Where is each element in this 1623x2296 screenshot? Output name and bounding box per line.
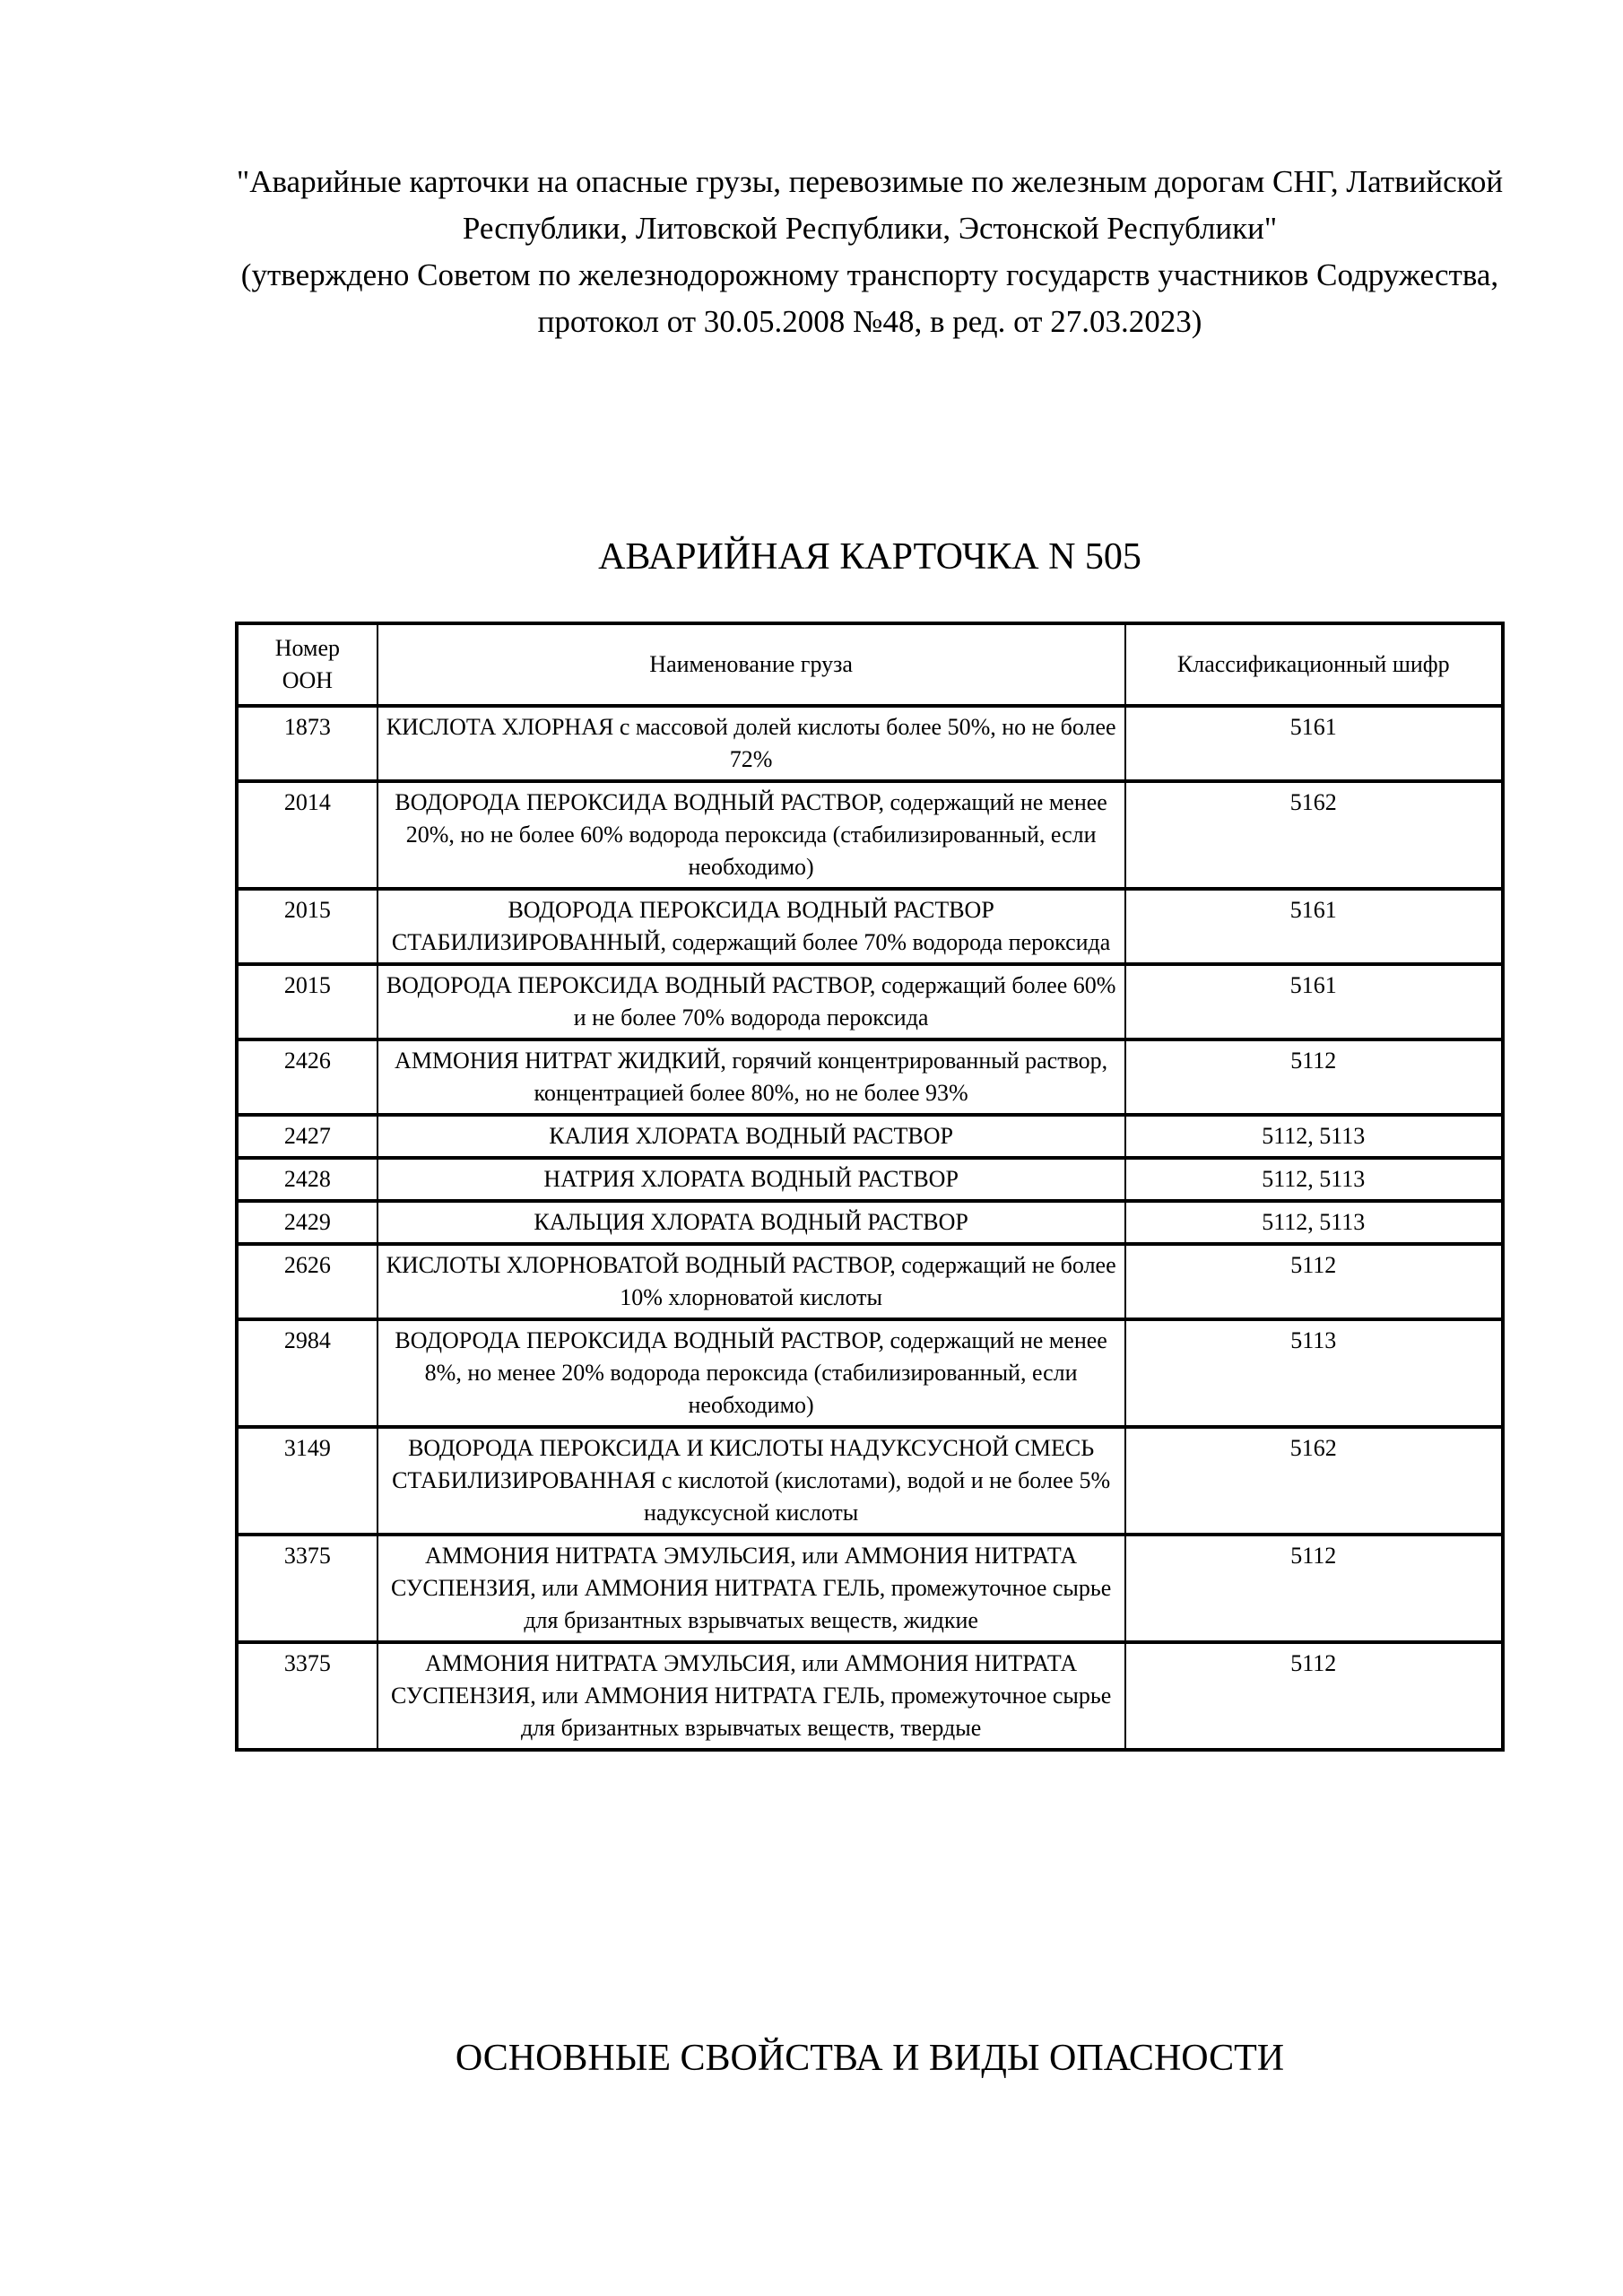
cargo-name-cell: АММОНИЯ НИТРАТА ЭМУЛЬСИЯ, или АММОНИЯ НИТРАТА СУСПЕНЗИЯ, или АММОНИЯ НИТРАТА ГЕЛЬ, промежуточное сырье для бризантных взрывчатых веществ, жидкие (378, 1535, 1125, 1642)
cargo-name-cell: ВОДОРОДА ПЕРОКСИДА ВОДНЫЙ РАСТВОР, содержащий не менее 8%, но менее 20% водорода пероксида (стабилизированный, если необходимо) (378, 1319, 1125, 1427)
table-row (237, 1244, 1503, 1319)
cargo-name-cell: КИСЛОТЫ ХЛОРНОВАТОЙ ВОДНЫЙ РАСТВОР, содержащий не более 10% хлорноватой кислоты (378, 1244, 1125, 1319)
table-row (237, 1201, 1503, 1244)
column-header-cargo-name: Наименование груза (378, 623, 1125, 706)
cargo-name-cell: ВОДОРОДА ПЕРОКСИДА И КИСЛОТЫ НАДУКСУСНОЙ СМЕСЬ СТАБИЛИЗИРОВАННАЯ с кислотой (кислотами), водой и не более 5% надуксусной кислоты (378, 1427, 1125, 1535)
table-row (237, 706, 1503, 781)
table-row (237, 1158, 1503, 1201)
un-number-cell: 2427 (237, 1115, 378, 1158)
class-code-cell: 5112 (1125, 1039, 1503, 1115)
un-number-cell: 2626 (237, 1244, 378, 1319)
un-number-cell: 2984 (237, 1319, 378, 1427)
cargo-name-cell: КИСЛОТА ХЛОРНАЯ с массовой долей кислоты более 50%, но не более 72% (378, 706, 1125, 781)
un-number-cell: 1873 (237, 706, 378, 781)
card-title: АВАРИЙНАЯ КАРТОЧКА N 505 (598, 536, 1141, 578)
class-code-cell: 5162 (1125, 1427, 1503, 1535)
document-title-quote: "Аварийные карточки на опасные грузы, перевозимые по железным дорогам СНГ, Латвийской Республики, Литовской Республики, Эстонской Республики" (236, 164, 1504, 246)
table-row (237, 964, 1503, 1039)
column-header-class-code: Классификационный шифр (1125, 623, 1503, 706)
class-code-cell: 5162 (1125, 781, 1503, 889)
table-row (237, 1535, 1503, 1642)
cargo-name-cell: ВОДОРОДА ПЕРОКСИДА ВОДНЫЙ РАСТВОР, содержащий более 60% и не более 70% водорода пероксида (378, 964, 1125, 1039)
table-row (237, 1115, 1503, 1158)
un-number-cell: 2015 (237, 889, 378, 964)
cargo-name-cell: АММОНИЯ НИТРАТ ЖИДКИЙ, горячий концентрированный раствор, концентрацией более 80%, но не более 93% (378, 1039, 1125, 1115)
table-row (237, 1039, 1503, 1115)
un-number-cell: 3375 (237, 1642, 378, 1750)
cargo-name-cell: НАТРИЯ ХЛОРАТА ВОДНЫЙ РАСТВОР (378, 1158, 1125, 1201)
cargo-name-cell: АММОНИЯ НИТРАТА ЭМУЛЬСИЯ, или АММОНИЯ НИТРАТА СУСПЕНЗИЯ, или АММОНИЯ НИТРАТА ГЕЛЬ, промежуточное сырье для бризантных взрывчатых веществ, твердые (378, 1642, 1125, 1750)
class-code-cell: 5112 (1125, 1244, 1503, 1319)
table-row (237, 889, 1503, 964)
un-number-cell: 2428 (237, 1158, 378, 1201)
class-code-cell: 5112 (1125, 1642, 1503, 1750)
table-row (237, 1642, 1503, 1750)
class-code-cell: 5161 (1125, 889, 1503, 964)
un-number-cell: 2014 (237, 781, 378, 889)
cargo-name-cell: ВОДОРОДА ПЕРОКСИДА ВОДНЫЙ РАСТВОР, содержащий не менее 20%, но не более 60% водорода пероксида (стабилизированный, если необходимо) (378, 781, 1125, 889)
class-code-cell: 5161 (1125, 964, 1503, 1039)
class-code-cell: 5112, 5113 (1125, 1158, 1503, 1201)
section-title: ОСНОВНЫЕ СВОЙСТВА И ВИДЫ ОПАСНОСТИ (455, 2038, 1285, 2079)
column-header-un-number-label: Номер ООН (274, 635, 340, 693)
un-number-cell: 3149 (237, 1427, 378, 1535)
document-header (235, 159, 1505, 345)
cargo-name-cell: ВОДОРОДА ПЕРОКСИДА ВОДНЫЙ РАСТВОР СТАБИЛИЗИРОВАННЫЙ, содержащий более 70% водорода пероксида (378, 889, 1125, 964)
class-code-cell: 5112, 5113 (1125, 1201, 1503, 1244)
class-code-cell: 5112, 5113 (1125, 1115, 1503, 1158)
table-header-row (237, 623, 1503, 706)
cargo-table (235, 622, 1505, 1752)
cargo-table-body (237, 706, 1503, 1750)
table-row (237, 781, 1503, 889)
table-row (237, 1319, 1503, 1427)
un-number-cell: 2015 (237, 964, 378, 1039)
cargo-table-head (237, 623, 1503, 706)
class-code-cell: 5161 (1125, 706, 1503, 781)
column-header-un-number (237, 623, 378, 706)
un-number-cell: 3375 (237, 1535, 378, 1642)
cargo-name-cell: КАЛЬЦИЯ ХЛОРАТА ВОДНЫЙ РАСТВОР (378, 1201, 1125, 1244)
class-code-cell: 5112 (1125, 1535, 1503, 1642)
table-row (237, 1427, 1503, 1535)
cargo-name-cell: КАЛИЯ ХЛОРАТА ВОДНЫЙ РАСТВОР (378, 1115, 1125, 1158)
un-number-cell: 2426 (237, 1039, 378, 1115)
un-number-cell: 2429 (237, 1201, 378, 1244)
class-code-cell: 5113 (1125, 1319, 1503, 1427)
document-approval-note: (утверждено Советом по железнодорожному транспорту государств участников Содружества, протокол от 30.05.2008 №48, в ред. от 27.03.2023) (240, 257, 1499, 339)
